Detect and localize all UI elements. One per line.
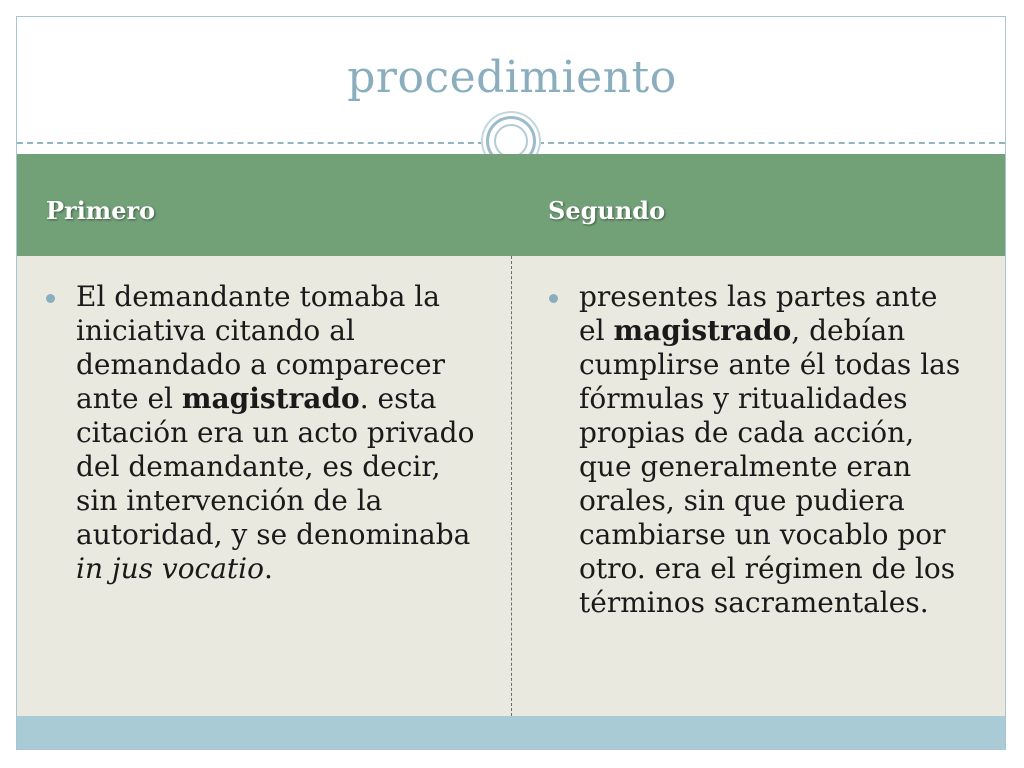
text-run: El demandante tomaba la iniciativa citando al demandado a comparecer ante el	[76, 280, 445, 415]
column-heading-primero: Primero	[46, 196, 156, 225]
bullet-icon	[46, 294, 55, 303]
text-run: , debían cumplirse ante él todas las fórmulas y ritualidades propias de cada acción, que generalmente eran orales, sin que pudiera cambiarse un vocablo por otro. era el régimen de los términos sacramentales.	[579, 314, 961, 619]
slide-title: procedimiento	[347, 52, 677, 103]
text-run: presentes las partes ante el	[579, 280, 938, 347]
cell-primero	[46, 280, 486, 586]
column-separator	[511, 256, 512, 716]
table-header-row	[17, 154, 1005, 256]
italic-term: in jus vocatio	[76, 552, 264, 585]
table-footer-band	[17, 716, 1005, 749]
column-heading-segundo: Segundo	[548, 196, 666, 225]
text-run: . esta citación era un acto privado del demandante, es decir, sin intervención de la autoridad, y se denominaba	[76, 382, 475, 551]
bold-term: magistrado	[181, 382, 360, 415]
bullet-icon	[549, 294, 558, 303]
text-run: .	[264, 552, 273, 585]
bold-term: magistrado	[613, 314, 792, 347]
cell-segundo-text	[579, 280, 969, 620]
cell-segundo	[549, 280, 969, 620]
cell-primero-text	[76, 280, 486, 586]
